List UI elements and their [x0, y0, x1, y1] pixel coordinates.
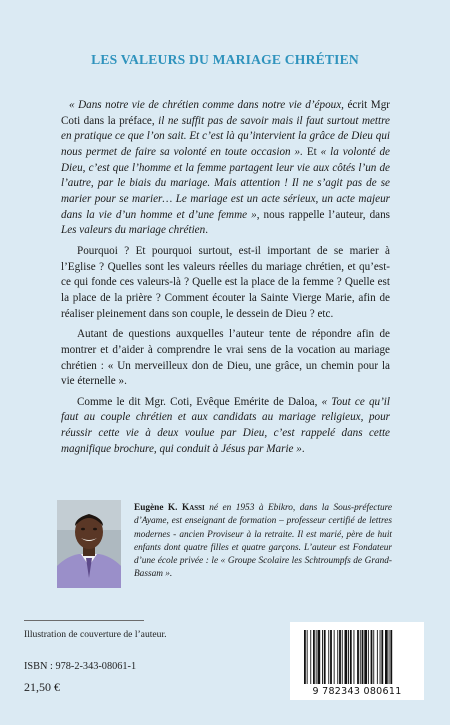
barcode-number: 9 782343 080611: [312, 686, 402, 697]
paragraph-3: Autant de questions auxquelles l’auteur tente de répondre afin de montrer et d’aider à comprendre le vrai sens de la vocation au mariage chrétien : « Un merveilleux don de Dieu, une grâce, un chemin pour la vie éternelle ».: [61, 328, 390, 388]
barcode: [290, 622, 424, 700]
author-last-name: Kassi: [181, 503, 205, 513]
quote-text: « la volonté de Dieu, c’est que l’homme et la femme partagent leur vie aux côtés l’un de l’autre, par le biais du mariage. Mais attention ! Il ne s’agit pas de se marier pour se marier… Le mariage est un acte sérieux, un acte majeur dans la vie d’un homme et d’une femme »: [61, 145, 390, 221]
body-text: Et: [302, 145, 321, 158]
author-name: [134, 503, 205, 513]
author-first-name: Eugène K.: [134, 503, 182, 513]
paragraph-4: [61, 395, 390, 458]
paragraph-1: [61, 98, 390, 239]
body-text: .: [205, 224, 208, 237]
book-title-reference: Les valeurs du mariage chrétien: [61, 224, 206, 237]
quote-text: « Dans notre vie de chrétien comme dans notre vie d’époux,: [69, 99, 344, 111]
body-text: , nous rappelle l’auteur, dans: [256, 208, 390, 221]
author-photo: [57, 500, 121, 588]
cover-credit: Illustration de couverture de l’auteur.: [24, 629, 167, 640]
price: 21,50 €: [24, 680, 60, 694]
quote-text: il ne suffit pas de savoir mais il faut surtout mettre en pratique ce que l’on sait. Et c’est là qu’intervient la grâce de Dieu qui nous permet de faire sa volonté en toute occasion ».: [61, 114, 390, 158]
back-cover-title: LES VALEURS DU MARIAGE CHRÉTIEN: [91, 52, 359, 67]
body-text: Comme le dit Mgr. Coti, Evêque Emérite de Daloa,: [77, 395, 322, 408]
divider: [24, 620, 144, 621]
author-bio: [134, 502, 392, 582]
isbn: ISBN : 978-2-343-08061-1: [24, 661, 137, 672]
author-bio-text: né en 1953 à Ebikro, dans la Sous-préfecture d’Ayame, est enseignant de formation – professeur certifié de lettres modernes - ancien Proviseur à la retraite. Il est marié, père de huit enfants dont quatre filles et quatre garçons. L’auteur est Fondateur d’une école privée : le « Groupe Scolaire les Schtroumpfs de Grand-Bassam ».: [134, 503, 392, 580]
body-text: .: [301, 442, 305, 455]
quote-text: « Tout ce qu’il faut au couple chrétien et aux candidats au mariage religieux, pour réussir cette vie à deux voulue par Dieu, c’est rappelé dans cette magnifique brochure, qui conduit à Jésus par Marie »: [61, 395, 390, 455]
back-cover-text: [61, 98, 390, 462]
paragraph-2: Pourquoi ? Et pourquoi surtout, est-il important de se marier à l’Eglise ? Quelles sont les valeurs réelles du mariage chrétien, et qu’est-ce qui fonde ces valeurs-là ? Quelle est la place de la femme ? Quelle est la place de la prière ? Comment écouter la Sainte Vierge Marie, afin de réaliser pleinement dans son couple, le dessein de Dieu ? etc.: [61, 244, 390, 320]
barcode-bars: [298, 630, 416, 686]
body-text: écrit Mgr Coti dans la préface,: [61, 99, 390, 127]
